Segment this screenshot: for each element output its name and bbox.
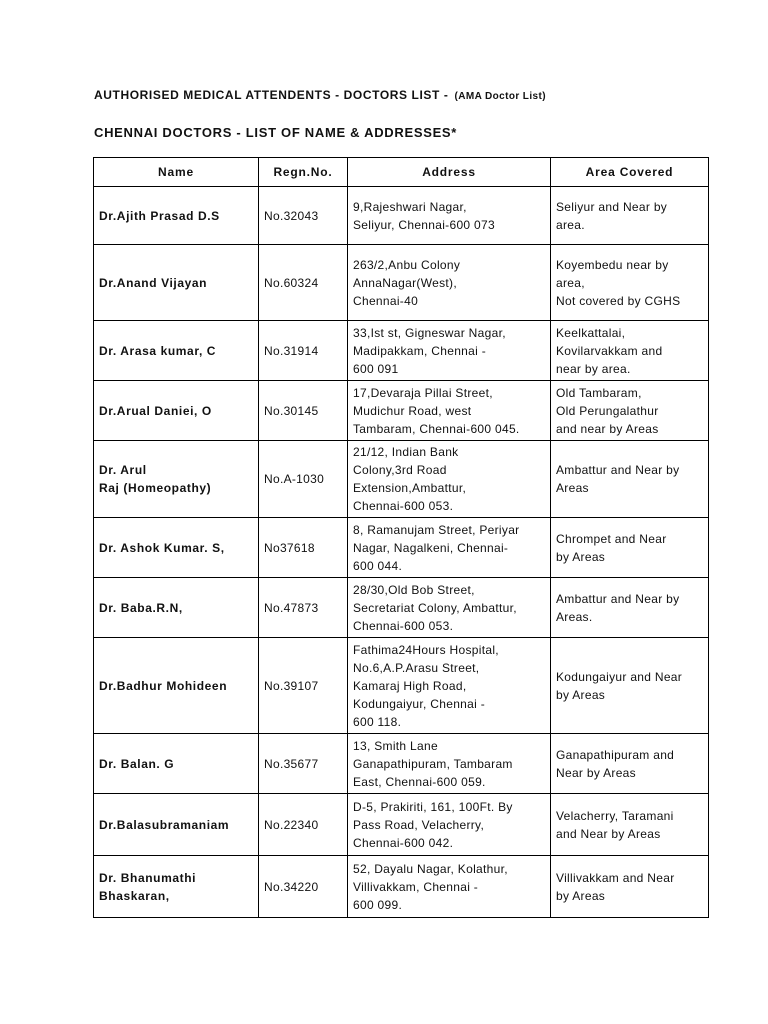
table-row (94, 245, 709, 321)
registration-number: No.35677 (259, 734, 348, 794)
doctor-name: Dr. Bhanumathi Bhaskaran, (94, 856, 259, 918)
table-header-row (94, 158, 709, 187)
column-header-name: Name (94, 158, 259, 187)
doctors-table (93, 157, 709, 918)
area-covered: Ambattur and Near by Areas. (551, 578, 709, 638)
doctor-address: 52, Dayalu Nagar, Kolathur, Villivakkam, Chennai - 600 099. (348, 856, 551, 918)
column-header-area: Area Covered (551, 158, 709, 187)
area-covered: Keelkattalai, Kovilarvakkam and near by area. (551, 321, 709, 381)
doctor-name: Dr. Balan. G (94, 734, 259, 794)
registration-number: No.A-1030 (259, 441, 348, 518)
doctor-name: Dr. Baba.R.N, (94, 578, 259, 638)
table-row (94, 578, 709, 638)
area-covered: Old Tambaram, Old Perungalathur and near by Areas (551, 381, 709, 441)
document-subheading: CHENNAI DOCTORS - LIST OF NAME & ADDRESSES* (94, 125, 458, 140)
registration-number: No.39107 (259, 638, 348, 734)
document-heading (94, 88, 546, 102)
doctor-address: 9,Rajeshwari Nagar, Seliyur, Chennai-600 073 (348, 187, 551, 245)
area-covered: Seliyur and Near by area. (551, 187, 709, 245)
table-row (94, 321, 709, 381)
doctor-name: Dr. Ashok Kumar. S, (94, 518, 259, 578)
area-covered: Ambattur and Near by Areas (551, 441, 709, 518)
doctor-name: Dr.Arual Daniei, O (94, 381, 259, 441)
registration-number: No.31914 (259, 321, 348, 381)
doctor-address: 28/30,Old Bob Street, Secretariat Colony, Ambattur, Chennai-600 053. (348, 578, 551, 638)
doctor-address: 21/12, Indian Bank Colony,3rd Road Extension,Ambattur, Chennai-600 053. (348, 441, 551, 518)
registration-number: No.47873 (259, 578, 348, 638)
registration-number: No.60324 (259, 245, 348, 321)
area-covered: Chrompet and Near by Areas (551, 518, 709, 578)
doctor-address: 13, Smith Lane Ganapathipuram, Tambaram East, Chennai-600 059. (348, 734, 551, 794)
table-row (94, 187, 709, 245)
doctor-address: D-5, Prakiriti, 161, 100Ft. By Pass Road, Velacherry, Chennai-600 042. (348, 794, 551, 856)
registration-number: No.22340 (259, 794, 348, 856)
table-row (94, 794, 709, 856)
doctor-name: Dr.Balasubramaniam (94, 794, 259, 856)
registration-number: No.30145 (259, 381, 348, 441)
heading-text: AUTHORISED MEDICAL ATTENDENTS - DOCTORS LIST - (94, 88, 449, 102)
registration-number: No.32043 (259, 187, 348, 245)
doctor-name: Dr.Anand Vijayan (94, 245, 259, 321)
table-row (94, 856, 709, 918)
area-covered: Kodungaiyur and Near by Areas (551, 638, 709, 734)
column-header-regn: Regn.No. (259, 158, 348, 187)
doctor-address: Fathima24Hours Hospital, No.6,A.P.Arasu Street, Kamaraj High Road, Kodungaiyur, Chennai - 600 118. (348, 638, 551, 734)
doctor-name: Dr. Arasa kumar, C (94, 321, 259, 381)
table-row (94, 381, 709, 441)
doctor-name: Dr. Arul Raj (Homeopathy) (94, 441, 259, 518)
area-covered: Ganapathipuram and Near by Areas (551, 734, 709, 794)
doctor-address: 263/2,Anbu Colony AnnaNagar(West), Chennai-40 (348, 245, 551, 321)
table-row (94, 734, 709, 794)
area-covered: Villivakkam and Near by Areas (551, 856, 709, 918)
table-body (94, 187, 709, 918)
doctor-address: 17,Devaraja Pillai Street, Mudichur Road, west Tambaram, Chennai-600 045. (348, 381, 551, 441)
doctor-address: 8, Ramanujam Street, Periyar Nagar, Nagalkeni, Chennai- 600 044. (348, 518, 551, 578)
column-header-address: Address (348, 158, 551, 187)
registration-number: No.34220 (259, 856, 348, 918)
table-row (94, 518, 709, 578)
area-covered: Koyembedu near by area, Not covered by CGHS (551, 245, 709, 321)
heading-subtitle: (AMA Doctor List) (454, 91, 546, 102)
doctor-name: Dr.Badhur Mohideen (94, 638, 259, 734)
area-covered: Velacherry, Taramani and Near by Areas (551, 794, 709, 856)
table-row (94, 441, 709, 518)
doctor-address: 33,Ist st, Gigneswar Nagar, Madipakkam, Chennai - 600 091 (348, 321, 551, 381)
registration-number: No37618 (259, 518, 348, 578)
table-row (94, 638, 709, 734)
doctor-name: Dr.Ajith Prasad D.S (94, 187, 259, 245)
